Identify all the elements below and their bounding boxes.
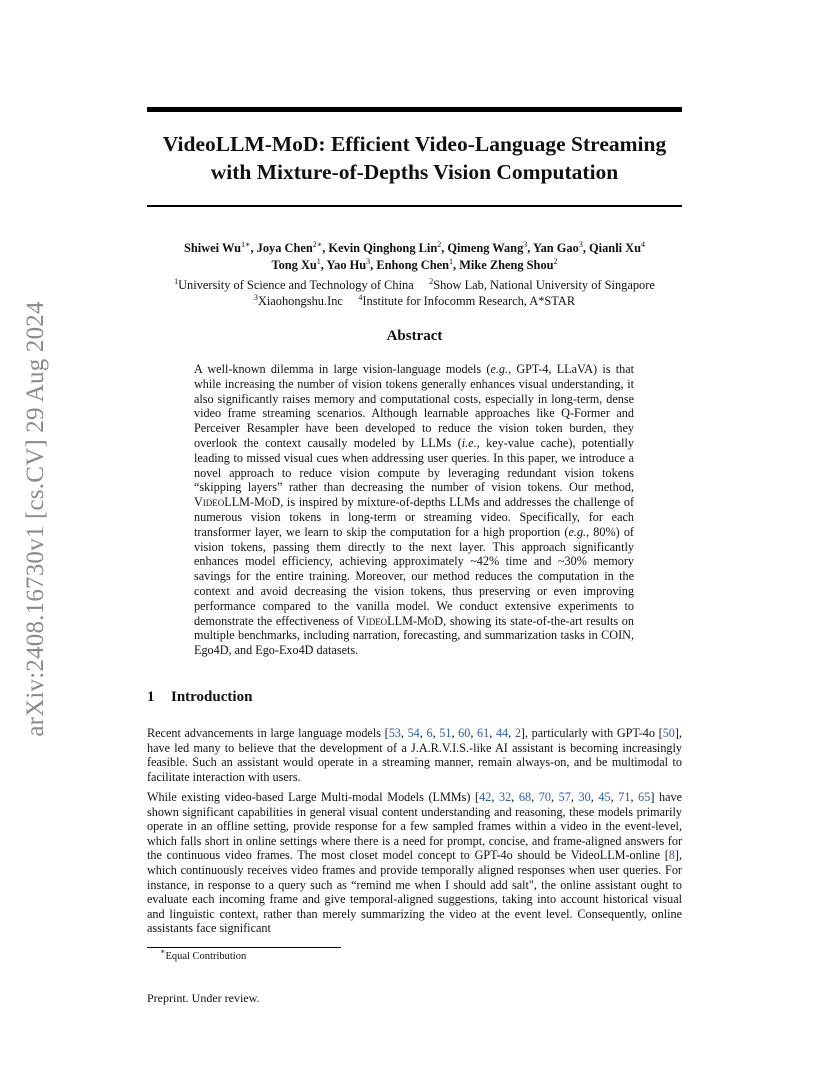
citation-link[interactable]: 6 bbox=[426, 726, 433, 740]
affiliation-2-sup: 2 bbox=[429, 277, 434, 286]
citation-link[interactable]: 30 bbox=[578, 790, 591, 804]
section-number: 1 bbox=[147, 689, 155, 705]
author-name: Qimeng Wang bbox=[447, 241, 524, 255]
author-name: Shiwei Wu bbox=[183, 241, 242, 255]
method-name: VideoLLM-MoD bbox=[194, 495, 281, 510]
author-line-1: Shiwei $Wu^{1∗}$, Joya Chen$^{2∗}$, Kevin Qinghong Lin$^2$, Qimeng Wang$^3$, Yan Gao$^3$, Qianli Xu$^4$ bbox=[183, 240, 646, 255]
citation-link[interactable]: 2 bbox=[514, 726, 521, 740]
citation-link[interactable]: 8 bbox=[668, 848, 675, 863]
footnote-text: Equal Contribution bbox=[165, 951, 247, 962]
footnote-rule bbox=[147, 947, 341, 948]
arxiv-sidebar-stamp bbox=[16, 280, 56, 758]
author-name: Mike Zheng Shou bbox=[459, 258, 554, 272]
method-name: VideoLLM-MoD bbox=[356, 613, 444, 628]
author-affiliation-sup: 1∗ bbox=[241, 240, 251, 249]
citation-link[interactable]: 54 bbox=[407, 726, 420, 740]
footnote bbox=[160, 947, 247, 962]
citation-link[interactable]: 32 bbox=[499, 790, 512, 804]
intro-paragraph-2: While existing video-based Large Multi-modal Models (LMMs) [42, 32, 68, 70, 57, 30, 45, 71, 65] have shown significant capabilities in general visual content understanding and reasoning, these models primarily operate in an offline setting, provide response for a few sampled frames within a video in the event-level, which falls short in online settings where there is a need for prompt, concise, and frame-aligned answers for the continuous video frames. The most closet model concept to GPT-4o should be VideoLLM-online [8], which continuously receives video frames and provide temporally aligned responses when user queries. For instance, in response to a query such as “remind me when I should add salt", the online assistant ought to evaluate each incoming frame and give temporal-aligned suggestions, taking into account historical visual and linguistic context, rather than merely summarizing the video at the event level. Consequently, online assistants face significant bbox=[147, 790, 683, 936]
abstract-heading: Abstract bbox=[386, 328, 443, 344]
intro-paragraph-1: Recent advancements in large language models [53, 54, 6, 51, 60, 61, 44, 2], particularly with GPT-4o [50], have led many to believe that the development of a J.A.R.V.I.S.-like AI assistant is becoming increasingly feasible. Such an assistant would operate in a streaming manner, remain always-on, and be multimodal to facilitate interaction with users. bbox=[147, 726, 682, 784]
citation-link[interactable]: 65 bbox=[638, 790, 651, 804]
author-affiliation-sup: 2∗ bbox=[312, 240, 323, 249]
affiliation-4-sup: 4 bbox=[358, 293, 363, 302]
section-heading-introduction bbox=[147, 689, 252, 706]
author-affiliation-sup: 3 bbox=[578, 240, 583, 249]
title-top-rule bbox=[147, 107, 682, 112]
citation-group: 42, 32, 68, 70, 57, 30, 45, 71, 65 bbox=[479, 790, 651, 804]
citation-link[interactable]: 45 bbox=[598, 790, 611, 804]
arxiv-id: arXiv:2408.16730v1 [cs.CV] 29 Aug 2024 bbox=[22, 301, 49, 737]
citation-link[interactable]: 50 bbox=[662, 726, 675, 740]
footnote-mark: ∗ bbox=[160, 947, 166, 956]
author-affiliation-sup: 4 bbox=[641, 240, 646, 249]
citation-link[interactable]: 42 bbox=[479, 790, 492, 804]
author-affiliation-sup: 3 bbox=[523, 240, 528, 249]
author-affiliation-sup: 2 bbox=[437, 240, 442, 249]
author-name: Joya Chen bbox=[256, 241, 313, 255]
citation-link[interactable]: 51 bbox=[439, 726, 452, 740]
title-line-1: VideoLLM-MoD: Efficient Video-Language Streaming bbox=[162, 132, 667, 156]
citation-link[interactable]: 70 bbox=[538, 790, 551, 804]
citation-group: 53, 54, 6, 51, 60, 61, 44, 2 bbox=[388, 726, 521, 740]
affiliation-3-sup: 3 bbox=[253, 293, 258, 302]
citation-link[interactable]: 44 bbox=[495, 726, 509, 740]
citation-link[interactable]: 60 bbox=[458, 726, 471, 740]
author-name: Yao Hu bbox=[326, 258, 367, 272]
citation-link[interactable]: 61 bbox=[477, 726, 490, 740]
author-name: Qianli Xu bbox=[589, 241, 642, 255]
affiliation-3: Xiaohongshu.Inc bbox=[257, 294, 343, 308]
affiliations bbox=[147, 277, 682, 309]
author-affiliation-sup: 2 bbox=[553, 257, 558, 266]
title-line-2: with Mixture-of-Depths Vision Computation bbox=[210, 160, 619, 184]
abstract-body: A well-known dilemma in large vision-language models (e.g., GPT-4, LLaVA) is that while increasing the number of vision tokens generally enhances visual understanding, it also significantly raises memory and computational costs, especially in long-term, dense video frame streaming scenarios. Although learnable approaches like Q-Former and Perceiver Resampler have been developed to reduce the vision token burden, they overlook the context causally modeled by LLMs (i.e., key-value cache), potentially leading to missed visual cues when addressing user queries. In this paper, we introduce a novel approach to reduce vision compute by leveraging redundant vision tokens “skipping layers” rather than decreasing the number of vision tokens. Our method, VideoLLM-MoD, is inspired by mixture-of-depths LLMs and addresses the challenge of numerous vision tokens in long-term or streaming video. Specifically, for each transformer layer, we learn to skip the computation for a high proportion (e.g., 80%) of vision tokens, passing them directly to the next layer. This approach significantly enhances model efficiency, achieving approximately ~42% time and ~30% memory savings for the entire training. Moreover, our method reduces the computation in the context and avoid decreasing the vision tokens, thus preserving or even improving performance compared to the vanilla model. We conduct extensive experiments to demonstrate the effectiveness of VideoLLM-MoD, showing its state-of-the-art results on multiple benchmarks, including narration, forecasting, and summarization tasks in COIN, Ego4D, and Ego-Exo4D datasets. bbox=[194, 362, 634, 658]
affiliation-line-2 bbox=[147, 293, 682, 309]
author-list bbox=[147, 240, 682, 274]
citation-link[interactable]: 57 bbox=[558, 790, 571, 804]
author-affiliation-sup: 3 bbox=[366, 257, 371, 266]
citation-link[interactable]: 71 bbox=[618, 790, 631, 804]
author-name: Yan Gao bbox=[533, 241, 579, 255]
author-name: Kevin Qinghong Lin bbox=[328, 241, 438, 255]
author-name: Enhong Chen bbox=[376, 258, 449, 272]
affiliation-1: University of Science and Technology of China bbox=[178, 278, 414, 292]
affiliation-1-sup: 1 bbox=[174, 277, 179, 286]
preprint-notice: Preprint. Under review. bbox=[147, 991, 260, 1005]
citation-link[interactable]: 68 bbox=[518, 790, 532, 804]
section-title: Introduction bbox=[171, 689, 253, 705]
affiliation-2: Show Lab, National University of Singapore bbox=[433, 278, 655, 292]
title-bottom-rule bbox=[147, 205, 682, 207]
paper-title bbox=[147, 130, 682, 186]
author-affiliation-sup: 1 bbox=[316, 257, 321, 266]
citation-link[interactable]: 53 bbox=[388, 726, 401, 740]
author-name: Tong Xu bbox=[271, 258, 317, 272]
author-line-2: Tong Xu$^1$, Yao Hu$^3$, Enhong Chen$^1$, Mike Zheng Shou$^2$ bbox=[271, 257, 558, 272]
affiliation-line-1 bbox=[147, 277, 682, 293]
author-affiliation-sup: 1 bbox=[449, 257, 453, 266]
affiliation-4: Institute for Infocomm Research, A*STAR bbox=[362, 294, 576, 308]
